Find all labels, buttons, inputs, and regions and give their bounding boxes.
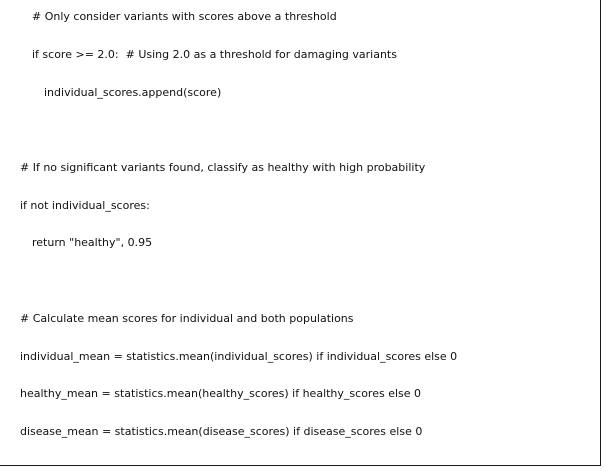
code-line-comment-mean: # Calculate mean scores for individual and both populations bbox=[20, 312, 354, 325]
code-line-if-score: if score >= 2.0: # Using 2.0 as a threshold for damaging variants bbox=[32, 48, 397, 61]
code-line-append: individual_scores.append(score) bbox=[44, 86, 222, 99]
code-line-disease-mean: disease_mean = statistics.mean(disease_scores) if disease_scores else 0 bbox=[20, 425, 423, 438]
code-line-comment-threshold: # Only consider variants with scores above a threshold bbox=[32, 10, 337, 23]
code-line-if-not: if not individual_scores: bbox=[20, 199, 150, 212]
code-line-return: return "healthy", 0.95 bbox=[32, 236, 153, 249]
code-line-comment-no-variants: # If no significant variants found, classify as healthy with high probability bbox=[20, 161, 426, 174]
code-line-healthy-mean: healthy_mean = statistics.mean(healthy_scores) if healthy_scores else 0 bbox=[20, 387, 422, 400]
code-line-individual-mean: individual_mean = statistics.mean(individual_scores) if individual_scores else 0 bbox=[20, 350, 458, 363]
